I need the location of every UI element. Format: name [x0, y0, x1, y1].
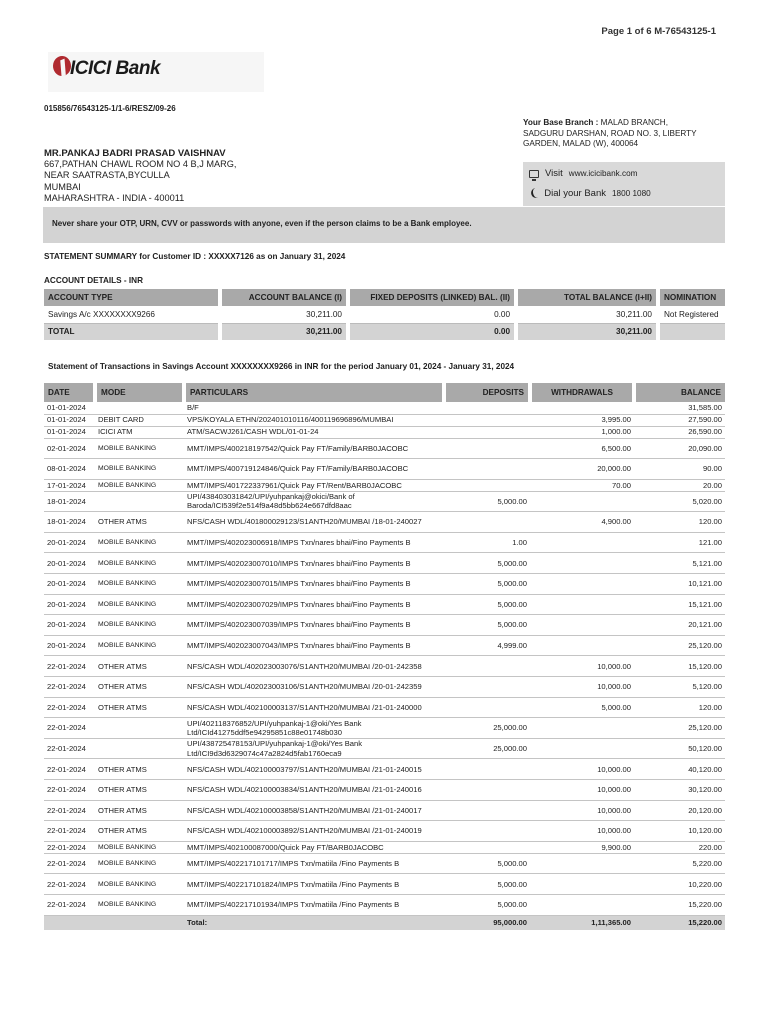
txn-date: 22-01-2024 — [44, 738, 95, 759]
total-label: TOTAL — [44, 323, 220, 340]
base-branch — [523, 118, 723, 150]
txn-withdrawal — [530, 894, 634, 915]
txn-date: 20-01-2024 — [44, 635, 95, 656]
txn-date: 22-01-2024 — [44, 759, 95, 780]
txn-date: 22-01-2024 — [44, 800, 95, 821]
txn-mode: MOBILE BANKING — [95, 894, 184, 915]
txn-mode: ICICI ATM — [95, 426, 184, 438]
customer-address-line: MUMBAI — [44, 181, 81, 192]
txn-date: 01-01-2024 — [44, 426, 95, 438]
txn-balance: 10,121.00 — [634, 574, 725, 595]
txn-deposit: 5,000.00 — [444, 594, 530, 615]
txn-withdrawal — [530, 738, 634, 759]
txn-date: 20-01-2024 — [44, 553, 95, 574]
column-header-particulars: PARTICULARS — [184, 383, 444, 402]
txn-date: 22-01-2024 — [44, 853, 95, 874]
total-deposits: 95,000.00 — [444, 915, 530, 930]
branch-name: MALAD BRANCH, — [600, 118, 668, 127]
txn-date: 22-01-2024 — [44, 697, 95, 718]
txn-deposit — [444, 459, 530, 480]
txn-mode: MOBILE BANKING — [95, 594, 184, 615]
txn-particulars: NFS/CASH WDL/402100003137/S1ANTH20/MUMBAI /21-01-240000 — [184, 697, 444, 718]
txn-mode: MOBILE BANKING — [95, 853, 184, 874]
txn-withdrawal — [530, 532, 634, 553]
txn-withdrawal: 10,000.00 — [530, 759, 634, 780]
txn-withdrawal: 10,000.00 — [530, 780, 634, 801]
txn-mode: OTHER ATMS — [95, 697, 184, 718]
transaction-row — [44, 656, 725, 677]
txn-balance: 31,585.00 — [634, 402, 725, 414]
txn-balance: 10,220.00 — [634, 874, 725, 895]
txn-deposit: 5,000.00 — [444, 894, 530, 915]
account-details-title: ACCOUNT DETAILS - INR — [44, 276, 144, 285]
txn-deposit — [444, 656, 530, 677]
txn-mode: MOBILE BANKING — [95, 438, 184, 459]
transaction-row — [44, 459, 725, 480]
txn-mode — [95, 491, 184, 512]
txn-deposit: 5,000.00 — [444, 615, 530, 636]
txn-balance: 20.00 — [634, 479, 725, 491]
transaction-row — [44, 635, 725, 656]
txn-date: 02-01-2024 — [44, 438, 95, 459]
txn-deposit — [444, 402, 530, 414]
txn-balance: 5,120.00 — [634, 677, 725, 698]
transaction-row — [44, 677, 725, 698]
transaction-row — [44, 512, 725, 533]
txn-deposit — [444, 800, 530, 821]
txn-mode: OTHER ATMS — [95, 821, 184, 842]
txn-date: 22-01-2024 — [44, 718, 95, 739]
txn-withdrawal: 10,000.00 — [530, 821, 634, 842]
txn-particulars: MMT/IMPS/402023007039/IMPS Txn/nares bhai/Fino Payments B — [184, 615, 444, 636]
customer-address-block — [44, 148, 236, 204]
txn-date: 22-01-2024 — [44, 656, 95, 677]
txn-withdrawal — [530, 718, 634, 739]
total-label: Total: — [184, 915, 444, 930]
transaction-row — [44, 615, 725, 636]
txn-deposit: 1.00 — [444, 532, 530, 553]
security-warning: Never share your OTP, URN, CVV or passwords with anyone, even if the person claims to be a Bank employee. — [43, 207, 725, 243]
txn-date: 20-01-2024 — [44, 594, 95, 615]
txn-withdrawal: 5,000.00 — [530, 697, 634, 718]
txn-balance: 120.00 — [634, 697, 725, 718]
txn-mode: MOBILE BANKING — [95, 532, 184, 553]
icici-bank-logo — [48, 52, 264, 92]
txn-date: 17-01-2024 — [44, 479, 95, 491]
txn-particulars: MMT/IMPS/402023007043/IMPS Txn/nares bhai/Fino Payments B — [184, 635, 444, 656]
txn-date: 20-01-2024 — [44, 615, 95, 636]
txn-withdrawal: 9,900.00 — [530, 841, 634, 853]
txn-mode — [95, 718, 184, 739]
contact-box — [523, 162, 725, 206]
txn-particulars: NFS/CASH WDL/402023003076/S1ANTH20/MUMBAI /20-01-242358 — [184, 656, 444, 677]
txn-mode: MOBILE BANKING — [95, 615, 184, 636]
transaction-row — [44, 491, 725, 512]
txn-withdrawal: 10,000.00 — [530, 677, 634, 698]
column-header-withdrawals: WITHDRAWALS — [530, 383, 634, 402]
txn-withdrawal — [530, 594, 634, 615]
branch-label: Your Base Branch : — [523, 118, 599, 127]
transaction-row — [44, 841, 725, 853]
txn-date: 18-01-2024 — [44, 491, 95, 512]
txn-particulars: UPI/438403031842/UPI/yuhpankaj@okici/Bank of Baroda/ICI539f2e514f9a48d5bb624e667dfd8aac — [184, 491, 444, 512]
txn-withdrawal — [530, 402, 634, 414]
txn-balance: 40,120.00 — [634, 759, 725, 780]
transaction-row — [44, 853, 725, 874]
fixed-deposit-balance: 0.00 — [348, 306, 516, 323]
summary-header-row — [44, 289, 725, 306]
txn-particulars: MMT/IMPS/402023006918/IMPS Txn/nares bhai/Fino Payments B — [184, 532, 444, 553]
txn-balance: 27,590.00 — [634, 414, 725, 426]
column-header-mode: MODE — [95, 383, 184, 402]
txn-balance: 50,120.00 — [634, 738, 725, 759]
transaction-row — [44, 894, 725, 915]
transaction-row — [44, 414, 725, 426]
transaction-row — [44, 426, 725, 438]
txn-particulars: NFS/CASH WDL/402100003858/S1ANTH20/MUMBAI /21-01-240017 — [184, 800, 444, 821]
transactions-body — [44, 402, 725, 915]
txn-particulars: B/F — [184, 402, 444, 414]
transaction-row — [44, 874, 725, 895]
visit-url[interactable]: www.icicibank.com — [568, 169, 638, 178]
txn-balance: 15,220.00 — [634, 894, 725, 915]
transaction-row — [44, 738, 725, 759]
txn-balance: 25,120.00 — [634, 635, 725, 656]
txn-date: 01-01-2024 — [44, 414, 95, 426]
transaction-row — [44, 718, 725, 739]
transaction-row — [44, 594, 725, 615]
transaction-row — [44, 402, 725, 414]
txn-particulars: MMT/IMPS/401722337961/Quick Pay FT/Rent/BARB0JACOBC — [184, 479, 444, 491]
bank-name: ICICI Bank — [70, 58, 161, 79]
visit-row — [529, 168, 637, 179]
txn-deposit: 5,000.00 — [444, 574, 530, 595]
txn-deposit — [444, 512, 530, 533]
transaction-row — [44, 553, 725, 574]
txn-withdrawal: 70.00 — [530, 479, 634, 491]
txn-deposit — [444, 841, 530, 853]
branch-address-line: SADGURU DARSHAN, ROAD NO. 3, LIBERTY — [523, 128, 697, 138]
txn-withdrawal: 10,000.00 — [530, 656, 634, 677]
customer-address-line: NEAR SAATRASTA,BYCULLA — [44, 170, 170, 181]
column-header: FIXED DEPOSITS (LINKED) BAL. (II) — [348, 289, 516, 306]
phone-icon: ❨ — [527, 186, 540, 201]
statement-summary-title: STATEMENT SUMMARY for Customer ID : XXXXX7126 as on January 31, 2024 — [44, 252, 346, 261]
txn-mode: DEBIT CARD — [95, 414, 184, 426]
txn-mode: OTHER ATMS — [95, 656, 184, 677]
txn-deposit — [444, 677, 530, 698]
column-header: TOTAL BALANCE (I+II) — [516, 289, 658, 306]
column-header: ACCOUNT TYPE — [44, 289, 220, 306]
account-summary-table — [44, 289, 725, 340]
txn-particulars: MMT/IMPS/402217101934/IMPS Txn/matiila /Fino Payments B — [184, 894, 444, 915]
txn-deposit — [444, 479, 530, 491]
txn-particulars: MMT/IMPS/402023007010/IMPS Txn/nares bhai/Fino Payments B — [184, 553, 444, 574]
column-header-deposits: DEPOSITS — [444, 383, 530, 402]
txn-date: 22-01-2024 — [44, 874, 95, 895]
computer-icon — [529, 170, 539, 178]
txn-mode: MOBILE BANKING — [95, 479, 184, 491]
txn-withdrawal — [530, 874, 634, 895]
dial-row — [529, 187, 651, 200]
total-fixed-deposit: 0.00 — [348, 323, 516, 340]
txn-particulars: UPI/402118376852/UPI/yuhpankaj-1@oki/Yes Bank Ltd/ICId41275ddf5e94295851c88e01748b030 — [184, 718, 444, 739]
transaction-row — [44, 574, 725, 595]
txn-balance: 121.00 — [634, 532, 725, 553]
txn-deposit — [444, 414, 530, 426]
txn-withdrawal — [530, 635, 634, 656]
txn-deposit: 5,000.00 — [444, 553, 530, 574]
txn-withdrawal: 4,900.00 — [530, 512, 634, 533]
account-type: Savings A/c XXXXXXXX9266 — [44, 306, 220, 323]
txn-date: 20-01-2024 — [44, 532, 95, 553]
txn-mode: OTHER ATMS — [95, 780, 184, 801]
column-header-balance: BALANCE — [634, 383, 725, 402]
customer-name: MR.PANKAJ BADRI PRASAD VAISHNAV — [44, 148, 226, 159]
page-number: Page 1 of 6 M-76543125-1 — [601, 26, 716, 37]
txn-deposit — [444, 697, 530, 718]
total-spacer — [95, 915, 184, 930]
txn-deposit — [444, 426, 530, 438]
dial-number: 1800 1080 — [612, 189, 651, 198]
txn-deposit — [444, 759, 530, 780]
txn-mode: OTHER ATMS — [95, 512, 184, 533]
total-account-balance: 30,211.00 — [220, 323, 348, 340]
txn-balance: 90.00 — [634, 459, 725, 480]
txn-withdrawal: 20,000.00 — [530, 459, 634, 480]
txn-balance: 120.00 — [634, 512, 725, 533]
txn-deposit: 4,999.00 — [444, 635, 530, 656]
txn-particulars: NFS/CASH WDL/402023003106/S1ANTH20/MUMBAI /20-01-242359 — [184, 677, 444, 698]
txn-balance: 20,120.00 — [634, 800, 725, 821]
summary-row — [44, 306, 725, 323]
txn-date: 22-01-2024 — [44, 780, 95, 801]
txn-date: 18-01-2024 — [44, 512, 95, 533]
transaction-row — [44, 759, 725, 780]
txn-date: 01-01-2024 — [44, 402, 95, 414]
transactions-table — [44, 383, 725, 930]
visit-label: Visit — [545, 168, 563, 179]
txn-withdrawal — [530, 574, 634, 595]
txn-withdrawal — [530, 491, 634, 512]
total-balance: 30,211.00 — [516, 306, 658, 323]
txn-balance: 26,590.00 — [634, 426, 725, 438]
txn-date: 22-01-2024 — [44, 894, 95, 915]
txn-particulars: MMT/IMPS/402023007029/IMPS Txn/nares bhai/Fino Payments B — [184, 594, 444, 615]
txn-particulars: MMT/IMPS/402217101717/IMPS Txn/matiila /Fino Payments B — [184, 853, 444, 874]
txn-balance: 5,020.00 — [634, 491, 725, 512]
transactions-total-row — [44, 915, 725, 930]
txn-withdrawal — [530, 615, 634, 636]
txn-withdrawal — [530, 553, 634, 574]
txn-particulars: MMT/IMPS/402100087000/Quick Pay FT/BARB0JACOBC — [184, 841, 444, 853]
statement-reference: 015856/76543125-1/1-6/RESZ/09-26 — [44, 104, 176, 113]
summary-total-row — [44, 323, 725, 340]
txn-withdrawal: 1,000.00 — [530, 426, 634, 438]
txn-mode: OTHER ATMS — [95, 677, 184, 698]
txn-date: 22-01-2024 — [44, 821, 95, 842]
transactions-header-row — [44, 383, 725, 402]
txn-particulars: NFS/CASH WDL/402100003834/S1ANTH20/MUMBAI /21-01-240016 — [184, 780, 444, 801]
txn-balance: 5,220.00 — [634, 853, 725, 874]
transaction-row — [44, 821, 725, 842]
column-header-date: DATE — [44, 383, 95, 402]
txn-mode: OTHER ATMS — [95, 759, 184, 780]
txn-mode: MOBILE BANKING — [95, 459, 184, 480]
dial-label: Dial your Bank — [544, 188, 606, 199]
txn-balance: 20,090.00 — [634, 438, 725, 459]
txn-withdrawal: 6,500.00 — [530, 438, 634, 459]
txn-mode: MOBILE BANKING — [95, 574, 184, 595]
total-withdrawals: 1,11,365.00 — [530, 915, 634, 930]
txn-deposit — [444, 780, 530, 801]
txn-mode — [95, 402, 184, 414]
txn-balance: 15,120.00 — [634, 656, 725, 677]
txn-date: 22-01-2024 — [44, 677, 95, 698]
txn-withdrawal: 10,000.00 — [530, 800, 634, 821]
txn-mode: MOBILE BANKING — [95, 553, 184, 574]
total-balance: 15,220.00 — [634, 915, 725, 930]
column-header: NOMINATION — [658, 289, 725, 306]
txn-mode: MOBILE BANKING — [95, 874, 184, 895]
txn-particulars: NFS/CASH WDL/402100003892/S1ANTH20/MUMBAI /21-01-240019 — [184, 821, 444, 842]
txn-particulars: VPS/KOYALA ETHN/202401010116/400119696896/MUMBAI — [184, 414, 444, 426]
txn-balance: 220.00 — [634, 841, 725, 853]
txn-date: 08-01-2024 — [44, 459, 95, 480]
txn-particulars: MMT/IMPS/400719124846/Quick Pay FT/Family/BARB0JACOBC — [184, 459, 444, 480]
txn-particulars: NFS/CASH WDL/402100003797/S1ANTH20/MUMBAI /21-01-240015 — [184, 759, 444, 780]
txn-particulars: MMT/IMPS/400218197542/Quick Pay FT/Family/BARB0JACOBC — [184, 438, 444, 459]
transaction-row — [44, 479, 725, 491]
txn-particulars: MMT/IMPS/402023007015/IMPS Txn/nares bhai/Fino Payments B — [184, 574, 444, 595]
column-header: ACCOUNT BALANCE (I) — [220, 289, 348, 306]
txn-balance: 10,120.00 — [634, 821, 725, 842]
txn-balance: 15,121.00 — [634, 594, 725, 615]
transactions-title: Statement of Transactions in Savings Account XXXXXXXX9266 in INR for the period January 01, 2024 - January 31, 2024 — [48, 362, 515, 371]
transaction-row — [44, 800, 725, 821]
txn-particulars: ATM/SACWJ261/CASH WDL/01-01-24 — [184, 426, 444, 438]
txn-deposit: 5,000.00 — [444, 853, 530, 874]
txn-balance: 5,121.00 — [634, 553, 725, 574]
transaction-row — [44, 697, 725, 718]
txn-deposit: 5,000.00 — [444, 491, 530, 512]
txn-balance: 25,120.00 — [634, 718, 725, 739]
txn-withdrawal — [530, 853, 634, 874]
txn-date: 20-01-2024 — [44, 574, 95, 595]
nomination: Not Registered — [658, 306, 725, 323]
account-balance: 30,211.00 — [220, 306, 348, 323]
txn-particulars: NFS/CASH WDL/401800029123/S1ANTH20/MUMBAI /18-01-240027 — [184, 512, 444, 533]
txn-mode: OTHER ATMS — [95, 800, 184, 821]
txn-particulars: UPI/438725478153/UPI/yuhpankaj-1@oki/Yes Bank Ltd/ICI9d3d6329074c47a2824d5fab1760eca9 — [184, 738, 444, 759]
total-balance: 30,211.00 — [516, 323, 658, 340]
txn-withdrawal: 3,995.00 — [530, 414, 634, 426]
txn-deposit: 25,000.00 — [444, 738, 530, 759]
txn-deposit: 5,000.00 — [444, 874, 530, 895]
branch-address-line: GARDEN, MALAD (W), 400064 — [523, 139, 639, 148]
txn-balance: 20,121.00 — [634, 615, 725, 636]
transaction-row — [44, 438, 725, 459]
txn-balance: 30,120.00 — [634, 780, 725, 801]
total-spacer — [44, 915, 95, 930]
txn-deposit: 25,000.00 — [444, 718, 530, 739]
txn-particulars: MMT/IMPS/402217101824/IMPS Txn/matiila /Fino Payments B — [184, 874, 444, 895]
txn-deposit — [444, 821, 530, 842]
total-nomination — [658, 323, 725, 340]
customer-address-line: MAHARASHTRA - INDIA - 400011 — [44, 192, 185, 203]
txn-deposit — [444, 438, 530, 459]
transaction-row — [44, 532, 725, 553]
txn-date: 22-01-2024 — [44, 841, 95, 853]
txn-mode: MOBILE BANKING — [95, 841, 184, 853]
transaction-row — [44, 780, 725, 801]
customer-address-line: 667,PATHAN CHAWL ROOM NO 4 B,J MARG, — [44, 159, 237, 170]
txn-mode — [95, 738, 184, 759]
txn-mode: MOBILE BANKING — [95, 635, 184, 656]
